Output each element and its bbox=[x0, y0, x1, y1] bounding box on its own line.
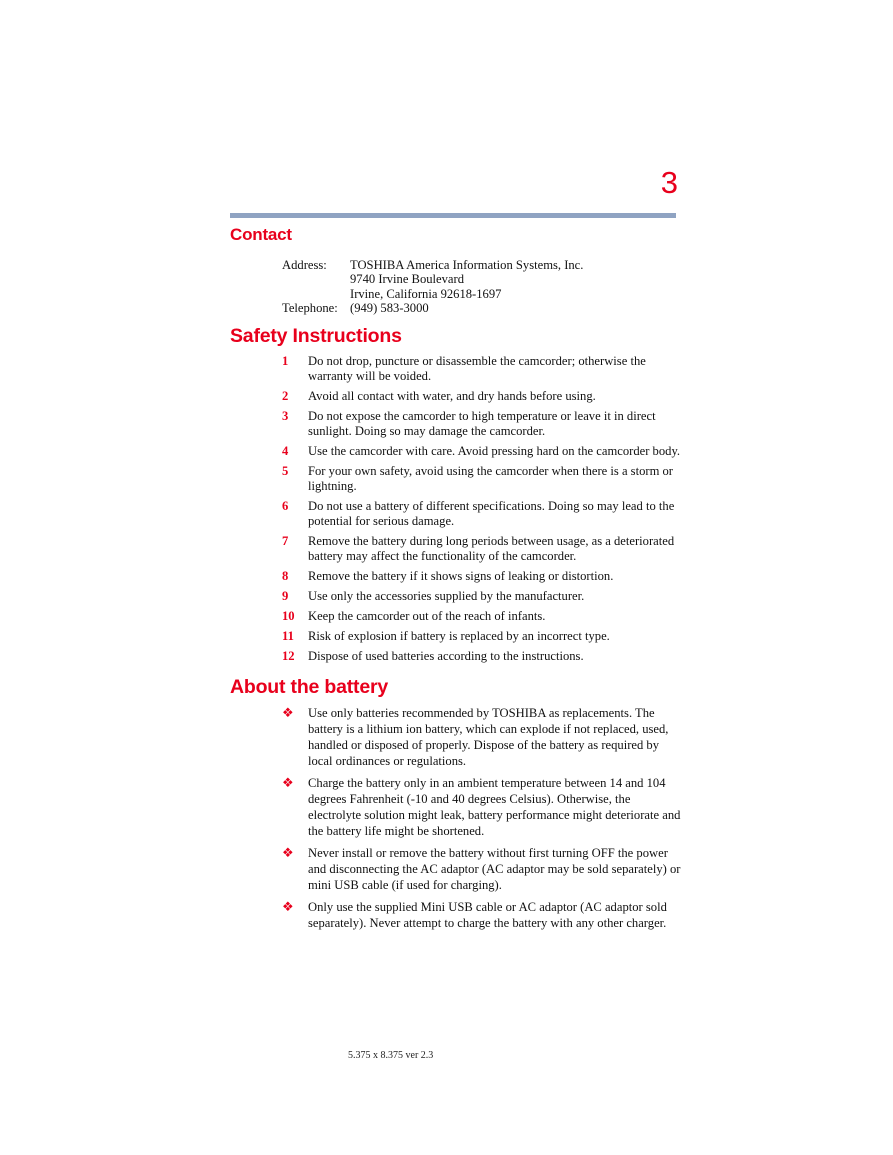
safety-item bbox=[282, 409, 682, 439]
telephone-value: (949) 583-3000 bbox=[350, 301, 429, 316]
diamond-bullet-icon: ❖ bbox=[282, 775, 294, 790]
address-label: Address: bbox=[282, 258, 327, 272]
battery-item bbox=[282, 899, 682, 931]
safety-item-number: 7 bbox=[282, 534, 289, 548]
safety-item-text: Remove the battery during long periods between usage, as a deteriorated battery may affect the functionality of the camcorder. bbox=[308, 534, 675, 563]
battery-item-text: Use only batteries recommended by TOSHIBA as replacements. The battery is a lithium ion battery, which can explode if not replaced, used, handled or disposed of properly. Dispose of the battery as required by local ordinances or regulations. bbox=[308, 706, 669, 768]
safety-item-text: Remove the battery if it shows signs of leaking or distortion. bbox=[308, 569, 614, 583]
safety-item bbox=[282, 444, 682, 459]
safety-item bbox=[282, 534, 682, 564]
safety-item-number: 1 bbox=[282, 354, 289, 368]
safety-item-text: Do not drop, puncture or disassemble the camcorder; otherwise the warranty will be voided. bbox=[308, 354, 646, 383]
safety-item-text: For your own safety, avoid using the camcorder when there is a storm or lightning. bbox=[308, 464, 674, 493]
page-number: 3 bbox=[660, 165, 678, 200]
safety-item-text: Do not expose the camcorder to high temperature or leave it in direct sunlight. Doing so may damage the camcorder. bbox=[308, 409, 656, 438]
battery-item bbox=[282, 775, 682, 839]
safety-item-number: 6 bbox=[282, 499, 289, 513]
battery-list bbox=[282, 705, 682, 937]
safety-item bbox=[282, 649, 682, 664]
contact-info bbox=[282, 258, 583, 316]
footer-version: 5.375 x 8.375 ver 2.3 bbox=[348, 1050, 434, 1061]
address-row bbox=[282, 258, 583, 301]
safety-item bbox=[282, 464, 682, 494]
battery-item-text: Charge the battery only in an ambient temperature between 14 and 104 degrees Fahrenheit (-10 and 40 degrees Celsius). Otherwise, the electrolyte solution might leak, battery performance might deteriorate and the battery life might be shortened. bbox=[308, 776, 681, 838]
battery-heading: About the battery bbox=[230, 676, 389, 698]
safety-item-text: Use the camcorder with care. Avoid pressing hard on the camcorder body. bbox=[308, 444, 681, 458]
diamond-bullet-icon: ❖ bbox=[282, 899, 294, 914]
chapter-rule bbox=[230, 213, 676, 218]
safety-item bbox=[282, 499, 682, 529]
safety-item-number: 8 bbox=[282, 569, 289, 583]
address-value bbox=[350, 258, 583, 301]
safety-item bbox=[282, 569, 682, 584]
safety-item bbox=[282, 629, 682, 644]
safety-item-text: Risk of explosion if battery is replaced by an incorrect type. bbox=[308, 629, 610, 643]
battery-item-text: Never install or remove the battery without first turning OFF the power and disconnecting the AC adaptor (AC adaptor may be sold separately) or mini USB cable (if used for charging). bbox=[308, 846, 681, 892]
telephone-row bbox=[282, 301, 583, 315]
safety-item-number: 9 bbox=[282, 589, 289, 603]
safety-instructions-list bbox=[282, 354, 682, 669]
safety-item bbox=[282, 589, 682, 604]
safety-item-text: Keep the camcorder out of the reach of infants. bbox=[308, 609, 546, 623]
safety-item bbox=[282, 354, 682, 384]
address-line: Irvine, California 92618-1697 bbox=[350, 286, 502, 301]
safety-item-text: Use only the accessories supplied by the manufacturer. bbox=[308, 589, 585, 603]
contact-heading: Contact bbox=[230, 225, 292, 244]
safety-item-number: 11 bbox=[282, 629, 294, 643]
safety-item-number: 12 bbox=[282, 649, 295, 663]
safety-item-text: Do not use a battery of different specifications. Doing so may lead to the potential for serious damage. bbox=[308, 499, 675, 528]
safety-item-number: 3 bbox=[282, 409, 289, 423]
safety-item-number: 5 bbox=[282, 464, 289, 478]
battery-item bbox=[282, 845, 682, 893]
diamond-bullet-icon: ❖ bbox=[282, 845, 294, 860]
telephone-label: Telephone: bbox=[282, 301, 338, 316]
safety-heading: Safety Instructions bbox=[230, 325, 402, 347]
battery-item bbox=[282, 705, 682, 769]
battery-item-text: Only use the supplied Mini USB cable or AC adaptor (AC adaptor sold separately). Never attempt to charge the battery with any other charger. bbox=[308, 900, 667, 930]
safety-item-text: Dispose of used batteries according to the instructions. bbox=[308, 649, 584, 663]
safety-item bbox=[282, 389, 682, 404]
safety-item-number: 4 bbox=[282, 444, 289, 458]
address-line: 9740 Irvine Boulevard bbox=[350, 272, 465, 287]
safety-item-number: 10 bbox=[282, 609, 295, 623]
diamond-bullet-icon: ❖ bbox=[282, 705, 294, 720]
safety-item-number: 2 bbox=[282, 389, 289, 403]
safety-item bbox=[282, 609, 682, 624]
address-line: TOSHIBA America Information Systems, Inc. bbox=[350, 258, 584, 272]
safety-item-text: Avoid all contact with water, and dry hands before using. bbox=[308, 389, 596, 403]
